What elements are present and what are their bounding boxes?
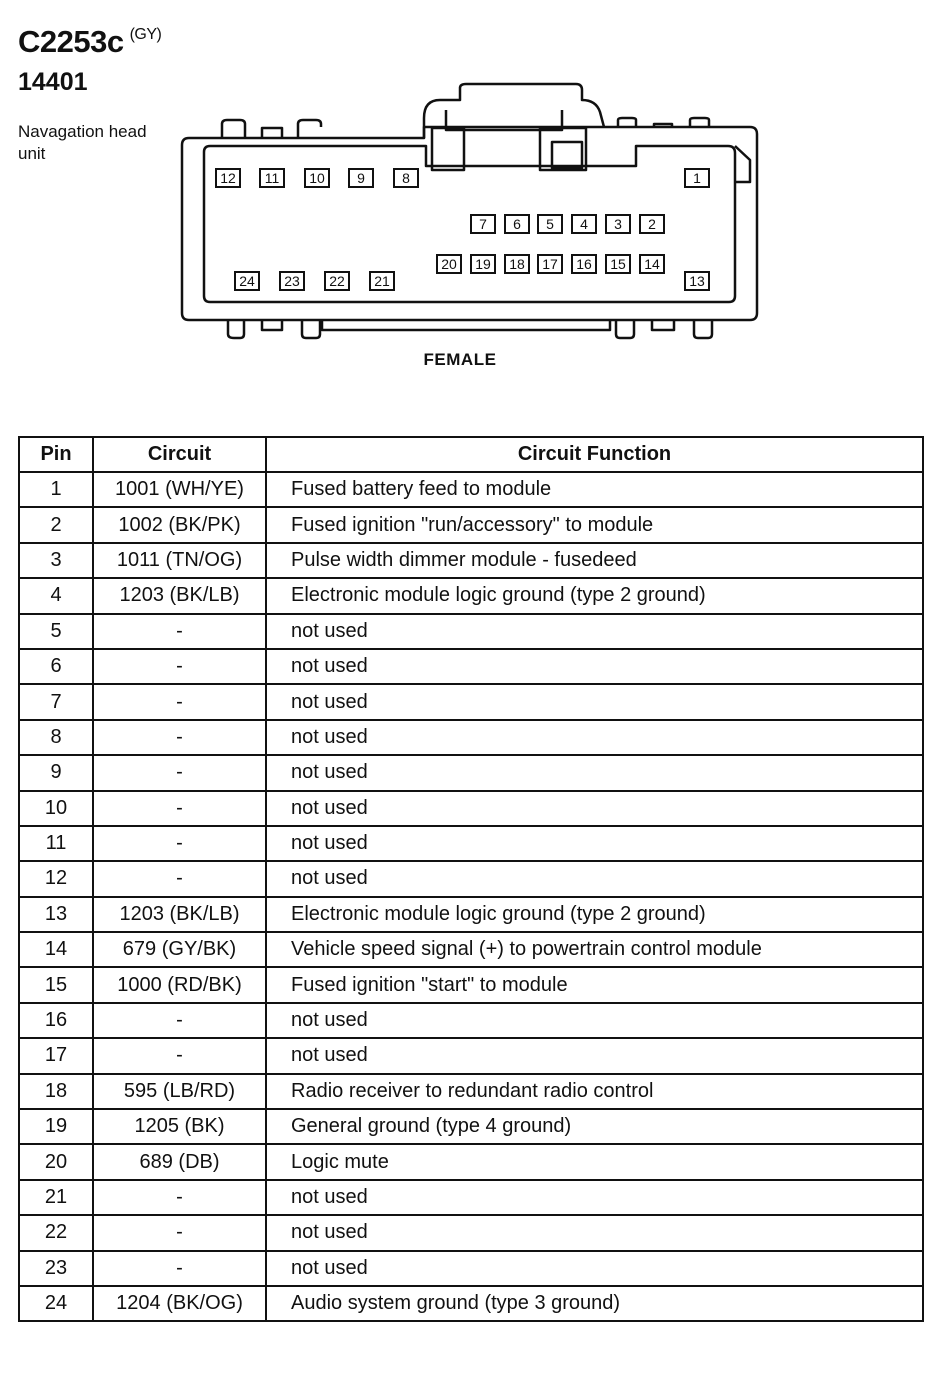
- cavity-13: [685, 272, 709, 290]
- cavity-21: [370, 272, 394, 290]
- pin-cell: 11: [19, 826, 93, 861]
- function-cell: Fused ignition "run/accessory" to module: [266, 507, 923, 542]
- cavity-19: [471, 255, 495, 273]
- cavity-8: [394, 169, 418, 187]
- pin-cell: 7: [19, 684, 93, 719]
- function-cell: Electronic module logic ground (type 2 ground): [266, 578, 923, 613]
- connector-outline: [182, 127, 757, 320]
- part-number: 14401: [18, 68, 88, 96]
- pin-cell: 12: [19, 861, 93, 896]
- cavity-7: [471, 215, 495, 233]
- pin-cell: 18: [19, 1074, 93, 1109]
- cavity-label: 14: [644, 256, 660, 272]
- cavity-label: 18: [509, 256, 525, 272]
- function-cell: Electronic module logic ground (type 2 ground): [266, 897, 923, 932]
- pin-cell: 15: [19, 967, 93, 1002]
- cavity-10: [305, 169, 329, 187]
- function-cell: Radio receiver to redundant radio control: [266, 1074, 923, 1109]
- function-cell: not used: [266, 614, 923, 649]
- table-row: [19, 897, 923, 932]
- circuit-cell: 1000 (RD/BK): [93, 967, 266, 1002]
- function-cell: Logic mute: [266, 1144, 923, 1179]
- circuit-cell: 1203 (BK/LB): [93, 578, 266, 613]
- header-function: Circuit Function: [266, 437, 923, 472]
- table-row: [19, 614, 923, 649]
- pin-cell: 22: [19, 1215, 93, 1250]
- circuit-cell: 1002 (BK/PK): [93, 507, 266, 542]
- circuit-cell: 1204 (BK/OG): [93, 1286, 266, 1321]
- function-cell: not used: [266, 1038, 923, 1073]
- circuit-cell: -: [93, 755, 266, 790]
- table-row: [19, 543, 923, 578]
- circuit-cell: 1203 (BK/LB): [93, 897, 266, 932]
- function-cell: Audio system ground (type 3 ground): [266, 1286, 923, 1321]
- function-cell: Fused battery feed to module: [266, 472, 923, 507]
- table-row: [19, 1180, 923, 1215]
- cavity-label: 20: [441, 256, 457, 272]
- cavity-1: [685, 169, 709, 187]
- pin-cell: 2: [19, 507, 93, 542]
- cavity-label: 15: [610, 256, 626, 272]
- function-cell: Fused ignition "start" to module: [266, 967, 923, 1002]
- table-row: [19, 861, 923, 896]
- cavity-label: 22: [329, 273, 345, 289]
- pinout-table: [18, 436, 924, 1322]
- connector-color-code: (GY): [129, 26, 162, 43]
- cavity-5: [538, 215, 562, 233]
- pin-cell: 21: [19, 1180, 93, 1215]
- cavity-label: 10: [309, 170, 325, 186]
- cavity-label: 6: [513, 216, 521, 232]
- function-cell: not used: [266, 755, 923, 790]
- table-row: [19, 1215, 923, 1250]
- function-cell: not used: [266, 1180, 923, 1215]
- cavity-9: [349, 169, 373, 187]
- table-row: [19, 507, 923, 542]
- circuit-cell: 1205 (BK): [93, 1109, 266, 1144]
- cavity-label: 23: [284, 273, 300, 289]
- cavity-label: 1: [693, 170, 701, 186]
- table-row: [19, 826, 923, 861]
- pin-cell: 1: [19, 472, 93, 507]
- function-cell: Vehicle speed signal (+) to powertrain control module: [266, 932, 923, 967]
- cavity-22: [325, 272, 349, 290]
- circuit-cell: -: [93, 720, 266, 755]
- circuit-cell: -: [93, 1215, 266, 1250]
- circuit-cell: 1011 (TN/OG): [93, 543, 266, 578]
- cavity-2: [640, 215, 664, 233]
- pin-cell: 23: [19, 1251, 93, 1286]
- connector-gender: FEMALE: [423, 350, 497, 369]
- circuit-cell: -: [93, 1180, 266, 1215]
- circuit-cell: -: [93, 684, 266, 719]
- pin-cell: 3: [19, 543, 93, 578]
- function-cell: not used: [266, 720, 923, 755]
- header-circuit: Circuit: [93, 437, 266, 472]
- cavity-label: 19: [475, 256, 491, 272]
- cavity-14: [640, 255, 664, 273]
- header-pin: Pin: [19, 437, 93, 472]
- function-cell: not used: [266, 791, 923, 826]
- cavity-18: [505, 255, 529, 273]
- function-cell: not used: [266, 684, 923, 719]
- cavity-label: 7: [479, 216, 487, 232]
- cavity-3: [606, 215, 630, 233]
- function-cell: not used: [266, 649, 923, 684]
- function-cell: Pulse width dimmer module - fusedeed: [266, 543, 923, 578]
- table-row: [19, 1003, 923, 1038]
- circuit-cell: -: [93, 614, 266, 649]
- function-cell: not used: [266, 826, 923, 861]
- circuit-cell: -: [93, 826, 266, 861]
- table-row: [19, 1251, 923, 1286]
- pinout-header-row: [19, 437, 923, 472]
- table-row: [19, 932, 923, 967]
- pin-cell: 19: [19, 1109, 93, 1144]
- table-row: [19, 967, 923, 1002]
- table-row: [19, 578, 923, 613]
- cavity-15: [606, 255, 630, 273]
- cavity-label: 2: [648, 216, 656, 232]
- cavity-label: 16: [576, 256, 592, 272]
- function-cell: not used: [266, 1215, 923, 1250]
- connector-description: Navagation head unit: [18, 122, 147, 163]
- pin-cell: 20: [19, 1144, 93, 1179]
- pin-cell: 16: [19, 1003, 93, 1038]
- cavity-23: [280, 272, 304, 290]
- cavity-label: 17: [542, 256, 558, 272]
- table-row: [19, 791, 923, 826]
- connector-id: C2253c: [18, 24, 124, 59]
- cavity-11: [260, 169, 284, 187]
- circuit-cell: -: [93, 791, 266, 826]
- circuit-cell: -: [93, 1251, 266, 1286]
- table-row: [19, 684, 923, 719]
- cavity-label: 9: [357, 170, 365, 186]
- circuit-cell: 689 (DB): [93, 1144, 266, 1179]
- cavity-12: [216, 169, 240, 187]
- table-row: [19, 1144, 923, 1179]
- table-row: [19, 755, 923, 790]
- function-cell: not used: [266, 861, 923, 896]
- table-row: [19, 720, 923, 755]
- cavity-16: [572, 255, 596, 273]
- cavity-label: 24: [239, 273, 255, 289]
- cavity-group: [216, 169, 709, 290]
- pin-cell: 14: [19, 932, 93, 967]
- table-row: [19, 1286, 923, 1321]
- cavity-label: 8: [402, 170, 410, 186]
- pin-cell: 6: [19, 649, 93, 684]
- cavity-label: 13: [689, 273, 705, 289]
- cavity-20: [437, 255, 461, 273]
- pin-cell: 8: [19, 720, 93, 755]
- circuit-cell: 1001 (WH/YE): [93, 472, 266, 507]
- circuit-cell: 595 (LB/RD): [93, 1074, 266, 1109]
- cavity-label: 3: [614, 216, 622, 232]
- function-cell: General ground (type 4 ground): [266, 1109, 923, 1144]
- circuit-cell: -: [93, 649, 266, 684]
- connector-face-diagram: [0, 0, 940, 380]
- table-row: [19, 1109, 923, 1144]
- table-row: [19, 1038, 923, 1073]
- cavity-label: 12: [220, 170, 236, 186]
- table-row: [19, 649, 923, 684]
- cavity-label: 4: [580, 216, 588, 232]
- pin-cell: 9: [19, 755, 93, 790]
- cavity-label: 11: [264, 170, 280, 186]
- cavity-label: 21: [374, 273, 390, 289]
- table-row: [19, 472, 923, 507]
- cavity-4: [572, 215, 596, 233]
- cavity-label: 5: [546, 216, 554, 232]
- pin-cell: 10: [19, 791, 93, 826]
- pin-cell: 24: [19, 1286, 93, 1321]
- table-row: [19, 1074, 923, 1109]
- pin-cell: 4: [19, 578, 93, 613]
- circuit-cell: -: [93, 861, 266, 896]
- function-cell: not used: [266, 1251, 923, 1286]
- pin-cell: 5: [19, 614, 93, 649]
- circuit-cell: 679 (GY/BK): [93, 932, 266, 967]
- cavity-6: [505, 215, 529, 233]
- pin-cell: 17: [19, 1038, 93, 1073]
- cavity-24: [235, 272, 259, 290]
- pin-cell: 13: [19, 897, 93, 932]
- circuit-cell: -: [93, 1038, 266, 1073]
- cavity-17: [538, 255, 562, 273]
- circuit-cell: -: [93, 1003, 266, 1038]
- function-cell: not used: [266, 1003, 923, 1038]
